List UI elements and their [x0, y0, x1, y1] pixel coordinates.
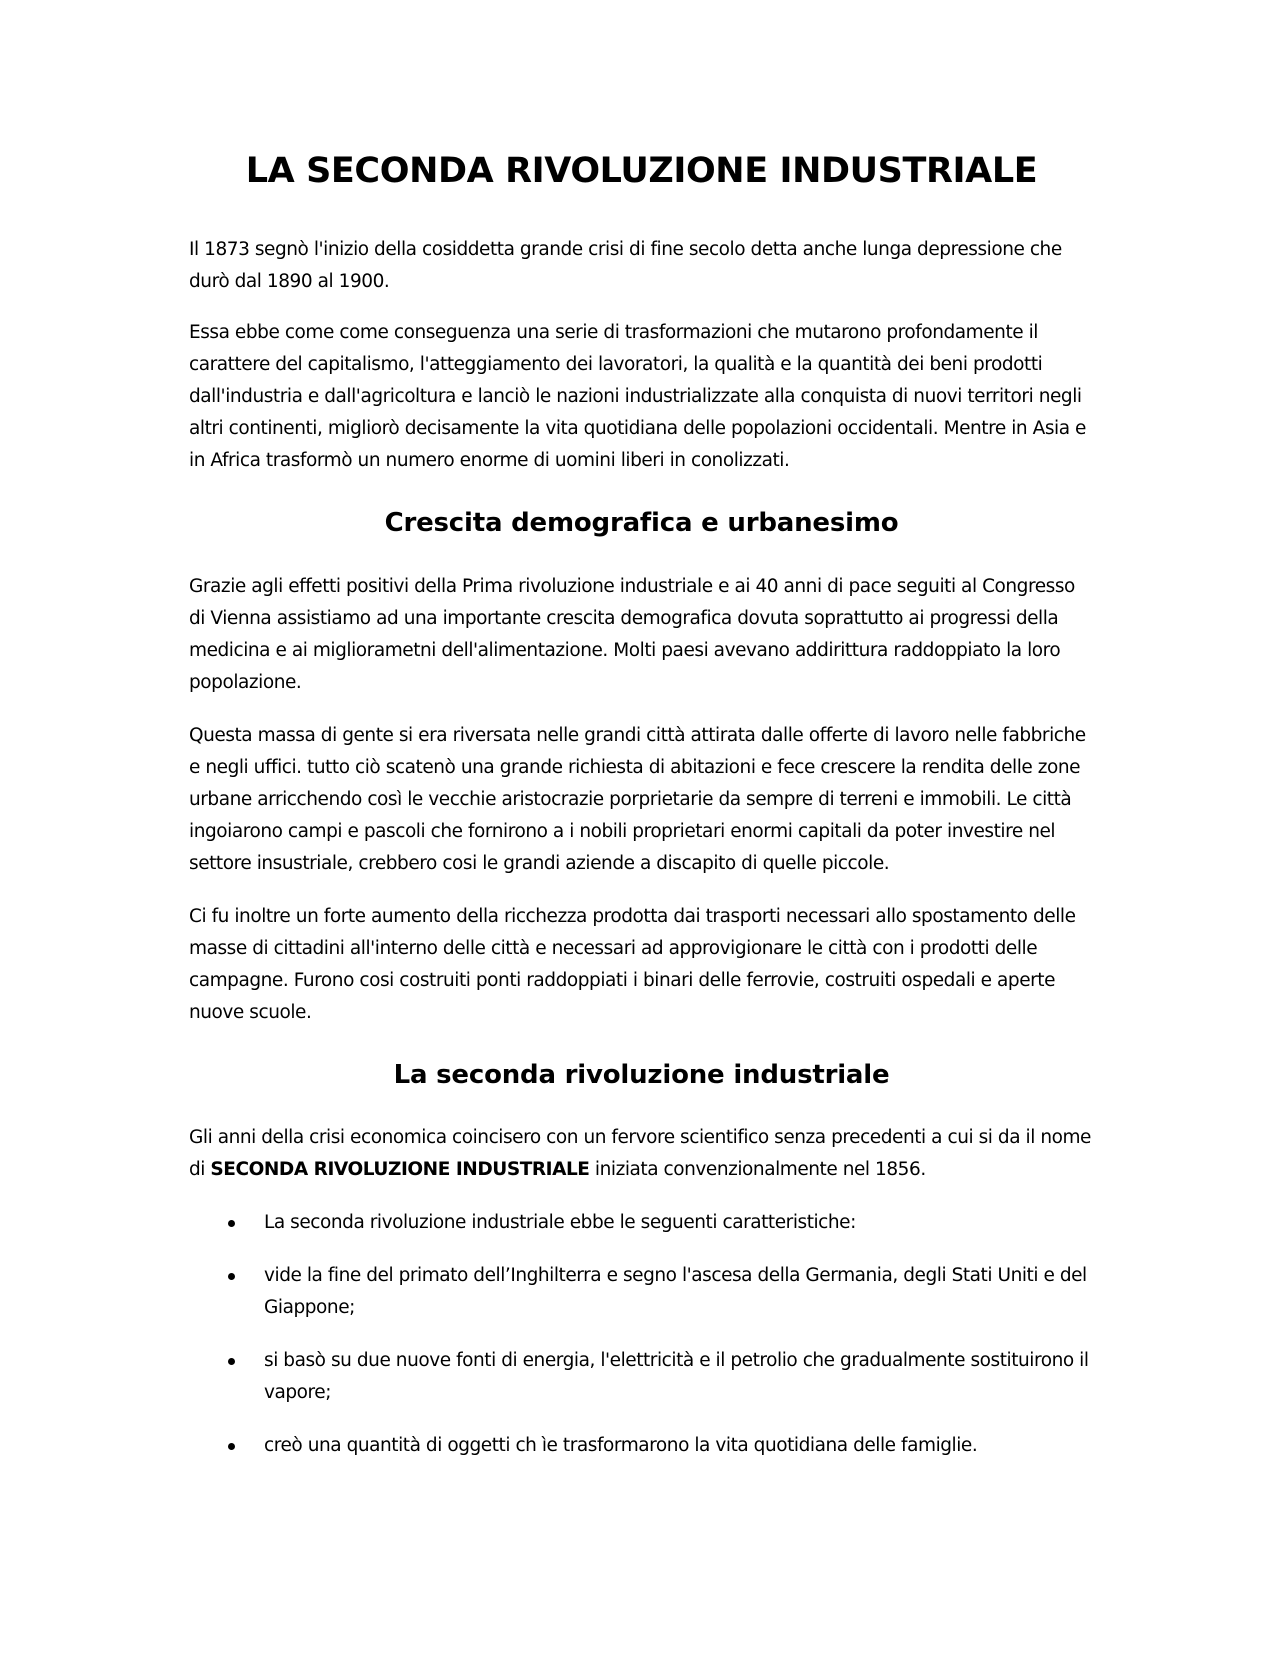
- section2-paragraph: [189, 1122, 1094, 1186]
- bullet-icon: [228, 1358, 235, 1365]
- list-item: [189, 1430, 1094, 1462]
- list-item-text: creò una quantità di oggetti ch ìe trasformarono la vita quotidiana delle famiglie.: [264, 1435, 978, 1457]
- bullet-icon: [228, 1273, 235, 1280]
- section1-paragraph-3: Ci fu inoltre un forte aumento della ricchezza prodotta dai trasporti necessari allo spostamento delle masse di cittadini all'interno delle città e necessari ad approvigionare le città con i prodotti delle campagne. Furono cosi costruiti ponti raddoppiati i binari delle ferrovie, costruiti ospedali e aperte nuove scuole.: [189, 905, 1076, 1023]
- list-item: [189, 1207, 1094, 1239]
- section2-paragraph-start: Gli anni della crisi economica coincisero con un fervore scientifico senza precedenti a cui si da il nome di: [189, 1127, 1091, 1181]
- list-item-text: La seconda rivoluzione industriale ebbe le seguenti caratteristiche:: [264, 1212, 856, 1234]
- intro-paragraph-1: Il 1873 segnò l'inizio della cosiddetta grande crisi di fine secolo detta anche lunga depressione che durò dal 1890 al 1900.: [189, 238, 1062, 292]
- characteristics-list: [189, 1207, 1094, 1462]
- section-heading-demografia: Crescita demografica e urbanesimo: [384, 507, 899, 538]
- section1-paragraph-2: Questa massa di gente si era riversata nelle grandi città attirata dalle offerte di lavoro nelle fabbriche e negli uffici. tutto ciò scatenò una grande richiesta di abitazioni e fece crescere la rendita delle zone urbane arricchendo così le vecchie aristocrazie porprietarie da sempre di terreni e immobili. Le città ingoiarono campi e pascoli che fornirono a i nobili proprietari enormi capitali da poter investire nel settore insustriale, crebbero cosi le grandi aziende a discapito di quelle piccole.: [189, 724, 1086, 874]
- list-item-text: si basò su due nuove fonti di energia, l'elettricità e il petrolio che gradualmente sostituirono il vapore;: [264, 1350, 1089, 1404]
- bullet-icon: [228, 1220, 235, 1227]
- section1-paragraph-1: Grazie agli effetti positivi della Prima rivoluzione industriale e ai 40 anni di pace seguiti al Congresso di Vienna assistiamo ad una importante crescita demografica dovuta soprattutto ai progressi della medicina e ai migliorametni dell'alimentazione. Molti paesi avevano addirittura raddoppiato la loro popolazione.: [189, 575, 1075, 693]
- section-heading-rivoluzione: La seconda rivoluzione industriale: [393, 1059, 890, 1090]
- intro-paragraph-2: Essa ebbe come come conseguenza una serie di trasformazioni che mutarono profondamente il carattere del capitalismo, l'atteggiamento dei lavoratori, la qualità e la quantità dei beni prodotti dall'industria e dall'agricoltura e lanciò le nazioni industrializzate alla conquista di nuovi territori negli altri continenti, migliorò decisamente la vita quotidiana delle popolazioni occidentali. Mentre in Asia e in Africa trasformò un numero enorme di uomini liberi in conolizzati.: [189, 321, 1086, 471]
- list-item-text: vide la fine del primato dell’Inghilterra e segno l'ascesa della Germania, degli Stati Uniti e del Giappone;: [264, 1265, 1087, 1319]
- list-item: [189, 1260, 1094, 1324]
- bullet-icon: [228, 1443, 235, 1450]
- section2-paragraph-end: iniziata convenzionalmente nel 1856.: [589, 1159, 926, 1181]
- list-item: [189, 1345, 1094, 1409]
- section2-paragraph-bold: SECONDA RIVOLUZIONE INDUSTRIALE: [210, 1159, 590, 1181]
- document-title: LA SECONDA RIVOLUZIONE INDUSTRIALE: [245, 151, 1038, 191]
- document-page: [189, 150, 1094, 1483]
